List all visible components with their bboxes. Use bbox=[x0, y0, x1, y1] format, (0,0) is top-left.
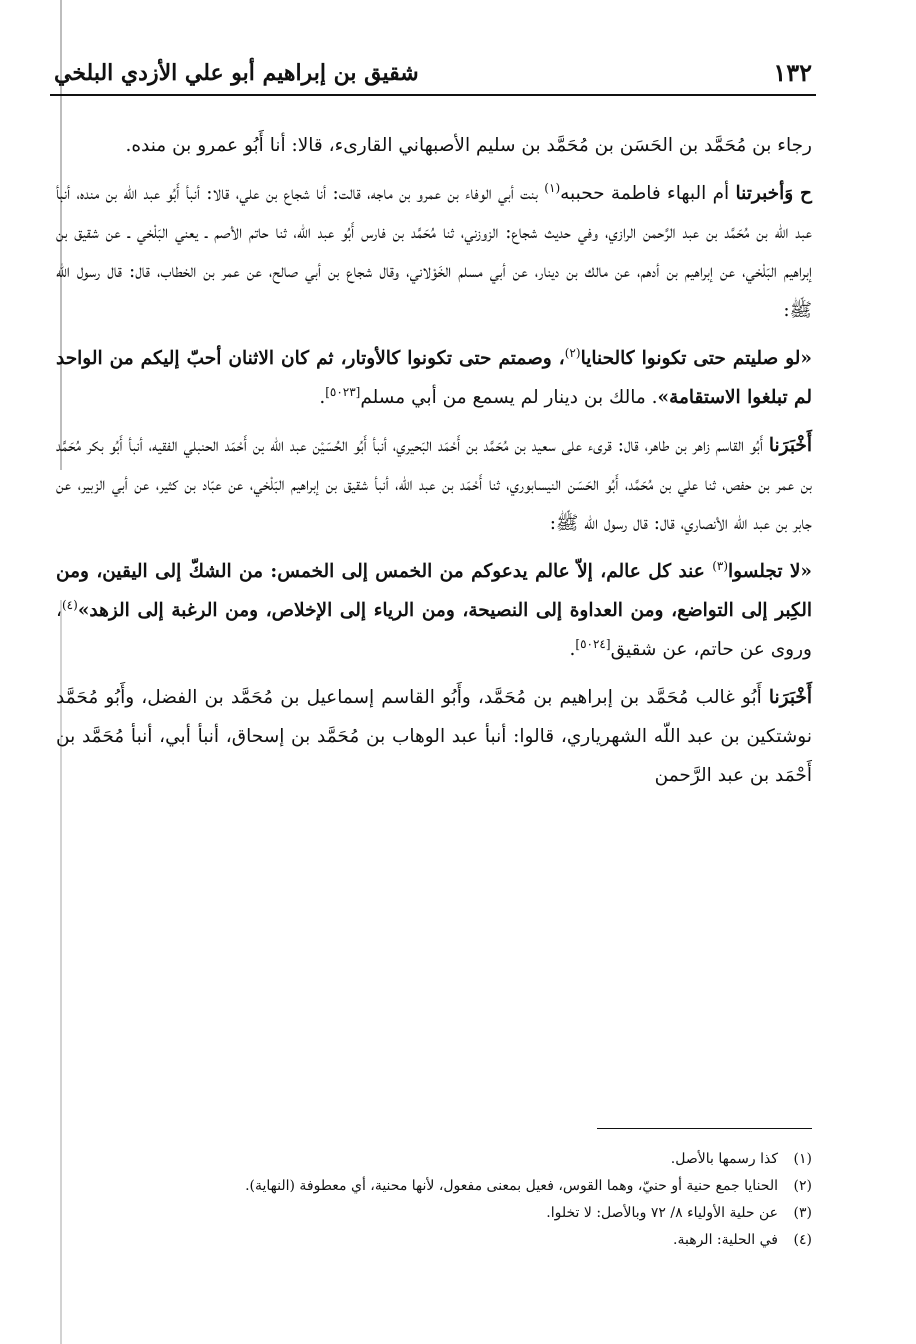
footnote-number: (٣) bbox=[793, 1205, 812, 1221]
footnote-4 bbox=[56, 1227, 812, 1254]
paragraph-2 bbox=[56, 174, 812, 330]
footnote-text: في الحلية: الرهبة. bbox=[673, 1232, 778, 1248]
paragraph-text: رجاء بن مُحَمَّد بن الحَسَن بن مُحَمَّد بن سليم الأصبهاني القارىء، قالا: أنا أَبُو عمرو بن منده. bbox=[125, 135, 812, 156]
hadith-text: عند كل عالم، إلاّ عالم يدعوكم من الخمس إلى الخمس: من الشكّ إلى اليقين، ومن الكِبر إلى التواضع، ومن العداوة إلى النصيحة، ومن الرياء إلى الإخلاص، ومن الرغبة إلى الزهد» bbox=[56, 561, 812, 621]
main-text bbox=[56, 126, 812, 804]
paragraph-4 bbox=[56, 426, 812, 543]
paragraph-5-hadith bbox=[56, 552, 812, 669]
paragraph-3-hadith bbox=[56, 339, 812, 417]
paragraph-end: . bbox=[569, 639, 576, 660]
footnote-3 bbox=[56, 1200, 812, 1227]
footnote-2 bbox=[56, 1173, 812, 1200]
footnote-text: كذا رسمها بالأصل. bbox=[670, 1151, 778, 1167]
paragraph-text: ، وروى عن حاتم، عن شقيق bbox=[56, 600, 812, 660]
paragraph-1 bbox=[56, 126, 812, 165]
footnote-number: (٤) bbox=[793, 1232, 812, 1248]
footnote-number: (٢) bbox=[793, 1178, 812, 1194]
hadith-text: «لا تجلسوا bbox=[728, 561, 812, 582]
footnotes bbox=[56, 1146, 812, 1254]
hadith-text: «لو صليتم حتى تكونوا كالحنايا bbox=[580, 348, 812, 369]
chain-lead: أَخْبَرَنا bbox=[768, 435, 812, 456]
footnote-1 bbox=[56, 1146, 812, 1173]
footnote-ref: (١) bbox=[544, 180, 561, 195]
footnote-ref: (٤) bbox=[61, 597, 78, 612]
paragraph-text: أَبُو القاسم زاهر بن طاهر، قال: قرىء على سعيد بن مُحَمَّد بن أَحْمَد البَحيري، أنبأ أَبُو الحُسَيْن عبد اللّه بن أَحْمَد الحنبلي الفقيه، أنبأ أَبُو بكر مُحَمَّد بن عمر بن حفص، ثنا علي بن مُحَمَّد، أَبُو الحَسَن النيسابوري، ثنا أَحْمَد بن عبد اللّه، أنبأ شقيق بن إبراهيم البَلْخي، عن عبّاد بن كثير، عن أبي الزبير، عن جابر بن عبد اللّه الأنصاري، قال: قال رسول الله ﷺ: bbox=[56, 435, 812, 534]
running-title: شقيق بن إبراهيم أبو علي الأزدي البلخي bbox=[54, 60, 419, 86]
footnote-text: الحنايا جمع حنية أو حنيّ، وهما القوس، فعيل بمعنى مفعول، لأنها محنية، أي معطوفة (النهاية). bbox=[245, 1178, 778, 1194]
paragraph-text: بنت أبي الوفاء بن عمرو بن ماجه، قالت: أنا شجاع بن علي، قالا: أنبأ أَبُو عبد اللّه بن منده، أنبأ عبد اللّه بن مُحَمَّد بن عبد الرَّحمن الرازي، وفي حديث شجاع: الزوزني، ثنا مُحَمَّد بن فارس أَبُو عبد اللّه، ثنا حاتم الأصم ـ يعني البَلْخي ـ عن شقيق بن إبراهيم البَلْخي، عن إبراهيم بن أدهم، عن مالك بن دينار، عن أبي مسلم الخَوْلاني، وقال شجاع بن أبي صالح، عن عمر بن الخطاب، قال: قال رسول الله ﷺ: bbox=[56, 183, 812, 321]
hadith-number: [٥٠٢٤] bbox=[575, 636, 611, 651]
footnote-number: (١) bbox=[793, 1151, 812, 1167]
paragraph-text: . مالك بن دينار لم يسمع من أبي مسلم bbox=[360, 387, 658, 408]
paragraph-end: . bbox=[319, 387, 326, 408]
footnote-text: عن حلية الأولياء ٨/ ٧٢ وبالأصل: لا تخلوا. bbox=[546, 1205, 778, 1221]
chain-lead: ح وَأخبرتنا bbox=[735, 183, 812, 204]
paragraph-6 bbox=[56, 678, 812, 795]
hadith-number: [٥٠٢٣] bbox=[325, 384, 361, 399]
page-header bbox=[50, 58, 816, 96]
paragraph-text: أَبُو غالب مُحَمَّد بن إبراهيم بن مُحَمَّد، وأَبُو القاسم إسماعيل بن مُحَمَّد بن الفضل، وأَبُو مُحَمَّد نوشتكين بن عبد اللّه الشهرياري، قالوا: أنبأ عبد الوهاب بن مُحَمَّد بن إسحاق، أنبأ أبي، أنبأ مُحَمَّد بن أَحْمَد بن عبد الرَّحمن bbox=[56, 687, 812, 786]
paragraph-text: أم البهاء فاطمة ححببه bbox=[560, 183, 736, 204]
hadith-text: ، وصمتم حتى تكونوا كالأوتار، ثم كان الاثنان أحبّ إليكم من الواحد لم تبلغوا الاستقامة» bbox=[56, 348, 812, 408]
footnote-ref: (٢) bbox=[564, 345, 581, 360]
footnote-separator bbox=[597, 1128, 812, 1129]
page-number: ١٣٢ bbox=[773, 58, 812, 87]
chain-lead: أَخْبَرَنا bbox=[768, 687, 812, 708]
footnote-ref: (٣) bbox=[712, 558, 729, 573]
